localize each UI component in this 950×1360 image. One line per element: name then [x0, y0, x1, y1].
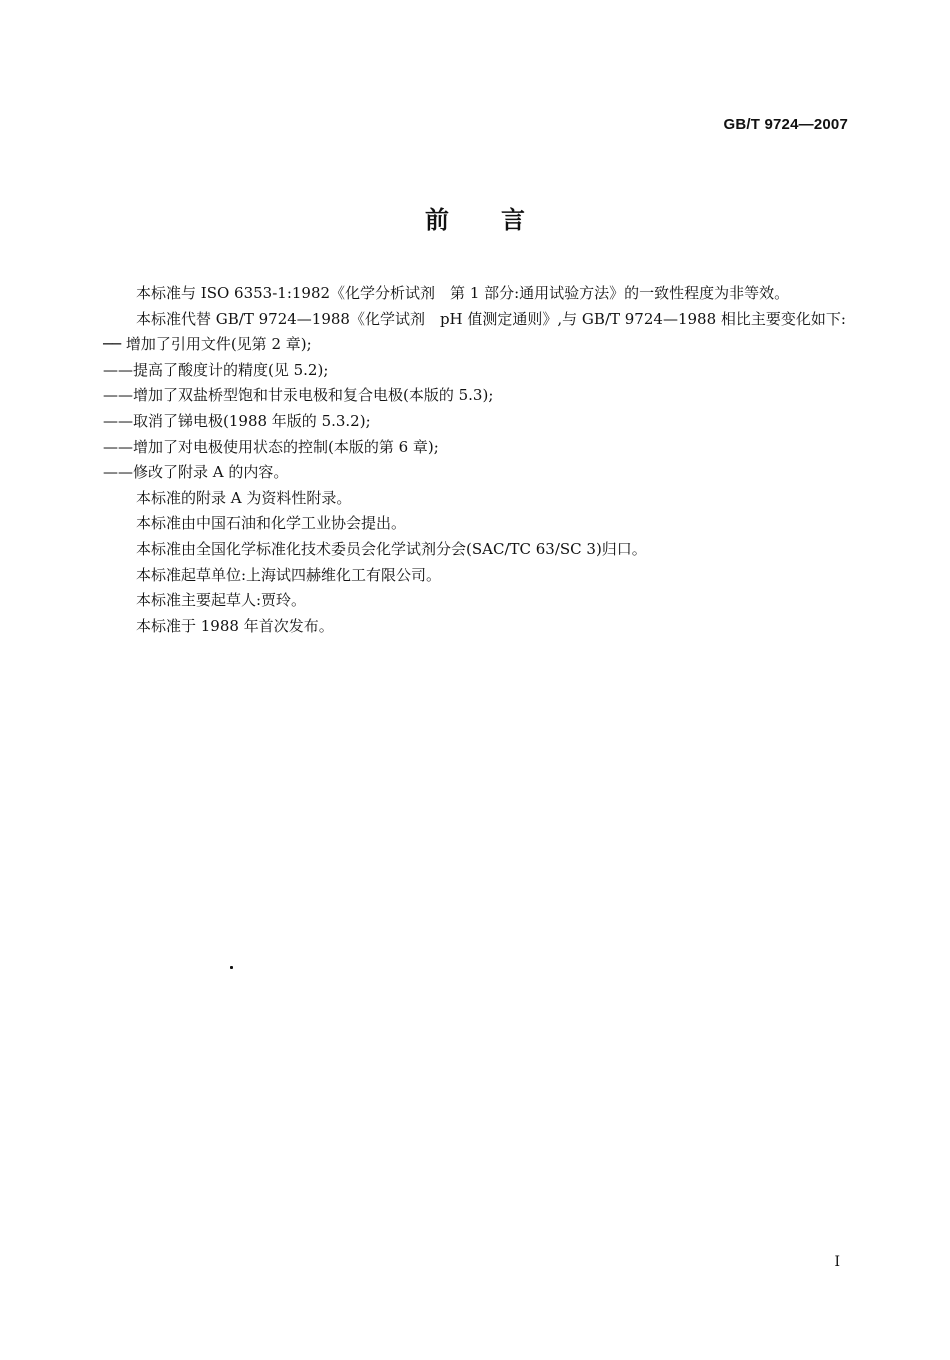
change-item: ——增加了双盐桥型饱和甘汞电极和复合电极(本版的 5.3); [103, 386, 494, 405]
paragraph-proposer: 本标准由中国石油和化学工业协会提出。 [136, 514, 407, 533]
change-item: ——提高了酸度计的精度(见 5.2); [103, 360, 329, 379]
page-number: I [834, 1254, 840, 1270]
page-title: 前言 [425, 206, 577, 234]
change-item: ── 增加了引用文件(见第 2 章); [103, 335, 312, 354]
paragraph-consistency: 本标准与 ISO 6353-1:1982《化学分析试剂 第 1 部分:通用试验方法》的一致性程度为非等效。 [136, 284, 790, 302]
standard-number: GB/T 9724—2007 [723, 116, 848, 133]
change-item: ——修改了附录 A 的内容。 [103, 463, 289, 482]
paragraph-committee: 本标准由全国化学标准化技术委员会化学试剂分会(SAC/TC 63/SC 3)归口。 [136, 539, 647, 558]
paragraph-drafter: 本标准主要起草人:贾玲。 [136, 591, 307, 610]
paragraph-replacement: 本标准代替 GB/T 9724—1988《化学试剂 pH 值测定通则》,与 GB/T 9724—1988 相比主要变化如下: [136, 309, 846, 328]
scan-speck [230, 966, 233, 969]
paragraph-first-issue: 本标准于 1988 年首次发布。 [136, 616, 334, 635]
paragraph-appendix: 本标准的附录 A 为资料性附录。 [136, 488, 352, 507]
change-item: ——增加了对电极使用状态的控制(本版的第 6 章); [103, 437, 439, 456]
foreword-body [103, 281, 851, 639]
paragraph-drafting-unit: 本标准起草单位:上海试四赫维化工有限公司。 [136, 565, 442, 584]
change-item: ——取消了锑电极(1988 年版的 5.3.2); [103, 411, 371, 430]
